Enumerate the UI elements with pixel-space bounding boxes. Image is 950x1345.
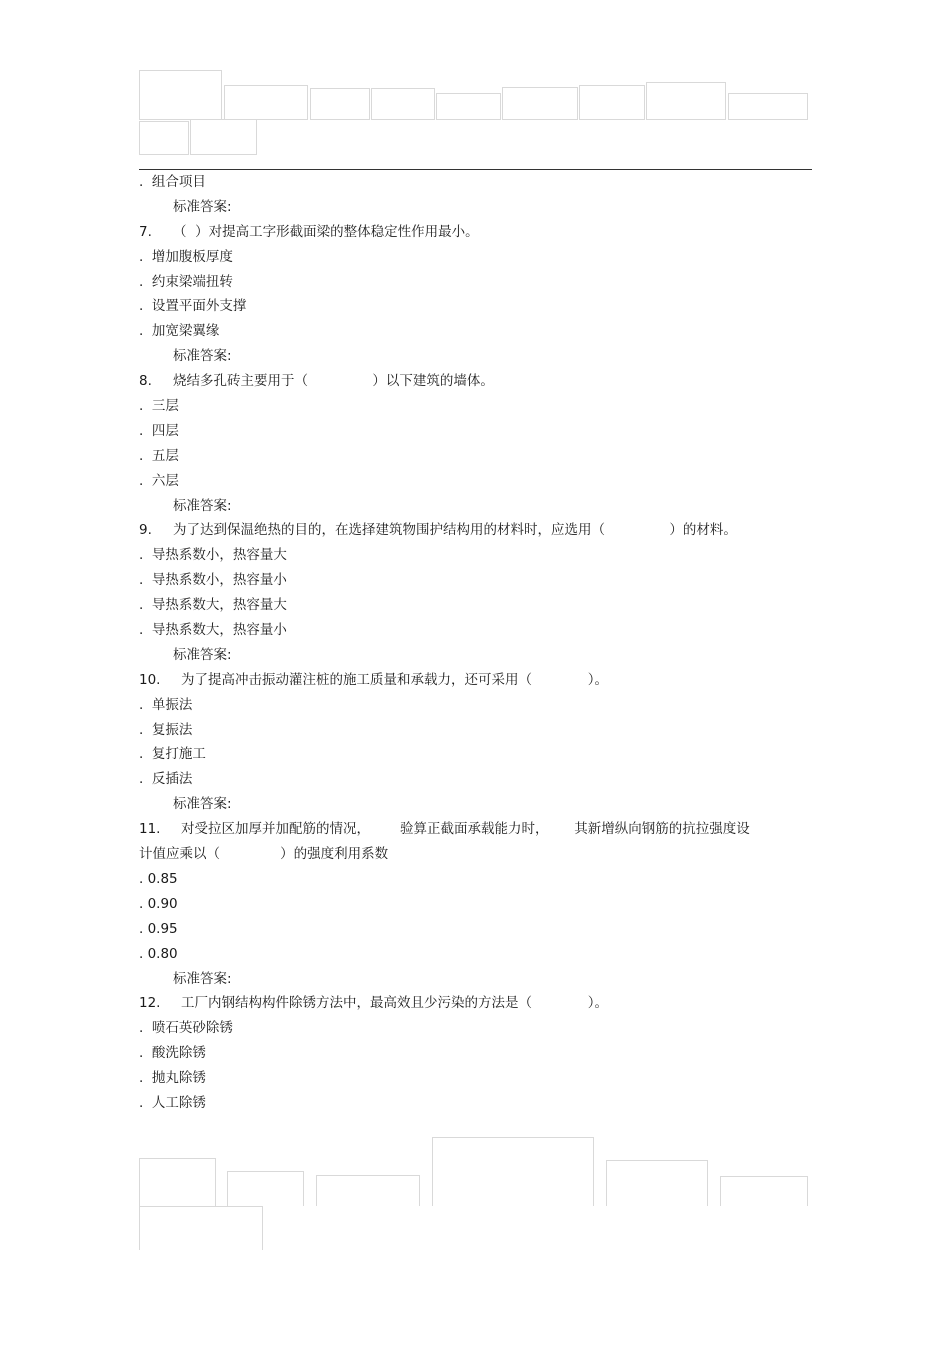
- option: . 抛丸除锈: [139, 1070, 206, 1087]
- option: . 导热系数小，热容量小: [139, 572, 287, 589]
- option: . 人工除锈: [139, 1094, 206, 1111]
- answer-label: 标准答案:: [173, 198, 232, 215]
- question-list: [139, 170, 819, 1116]
- question-12: [139, 991, 819, 1016]
- option: . 加宽梁翼缘: [139, 323, 220, 340]
- question-8: [139, 369, 819, 394]
- question-11: [139, 817, 819, 867]
- option: . 导热系数大，热容量大: [139, 597, 287, 614]
- option: . 组合项目: [139, 174, 206, 190]
- question-number: 8.: [139, 373, 152, 390]
- question-text-continued: 计值应乘以（ ）的强度利用系数: [139, 846, 389, 863]
- question-9: [139, 518, 819, 543]
- question-number: 10.: [139, 671, 161, 688]
- option: . 设置平面外支撑: [139, 298, 247, 315]
- question-text: 为了提高冲击振动灌注桩的施工质量和承载力，还可采用（ ）。: [181, 671, 609, 688]
- option: . 反插法: [139, 771, 193, 788]
- question-10: [139, 668, 819, 693]
- question-number: 11.: [139, 821, 161, 838]
- answer-label: 标准答案:: [173, 796, 232, 813]
- option: . 五层: [139, 447, 179, 464]
- answer-label: 标准答案:: [173, 497, 232, 514]
- option: . 增加腹板厚度: [139, 248, 233, 265]
- option: . 0.80: [139, 945, 178, 962]
- question-text: 为了达到保温绝热的目的，在选择建筑物围护结构用的材料时，应选用（ ）的材料。: [173, 522, 737, 539]
- option: . 复打施工: [139, 746, 206, 763]
- option: . 单振法: [139, 696, 193, 713]
- option: . 导热系数大，热容量小: [139, 622, 287, 639]
- option: . 0.90: [139, 895, 178, 912]
- option: . 三层: [139, 398, 179, 415]
- option: . 四层: [139, 422, 179, 439]
- option: . 约束梁端扭转: [139, 273, 233, 290]
- option: . 0.85: [139, 870, 178, 887]
- question-number: 12.: [139, 995, 161, 1012]
- answer-label: 标准答案:: [173, 970, 232, 987]
- answer-label: 标准答案:: [173, 646, 232, 663]
- question-text: （ ）对提高工字形截面梁的整体稳定性作用最小。: [173, 223, 479, 240]
- option: . 酸洗除锈: [139, 1045, 206, 1062]
- answer-label: 标准答案:: [173, 348, 232, 365]
- question-text: 烧结多孔砖主要用于（ ）以下建筑的墙体。: [173, 373, 494, 390]
- option: . 喷石英砂除锈: [139, 1020, 233, 1037]
- question-number: 9.: [139, 522, 152, 539]
- option: . 0.95: [139, 920, 178, 937]
- option: . 导热系数小，热容量大: [139, 547, 287, 564]
- question-text: 工厂内钢结构构件除锈方法中，最高效且少污染的方法是（ ）。: [181, 995, 609, 1012]
- option: . 复振法: [139, 721, 193, 738]
- question-text: 对受拉区加厚并加配筋的情况， 验算正截面承载能力时， 其新增纵向钢筋的抗拉强度设: [181, 821, 750, 838]
- option: . 六层: [139, 472, 179, 489]
- question-number: 7.: [139, 223, 152, 240]
- question-7: [139, 220, 819, 245]
